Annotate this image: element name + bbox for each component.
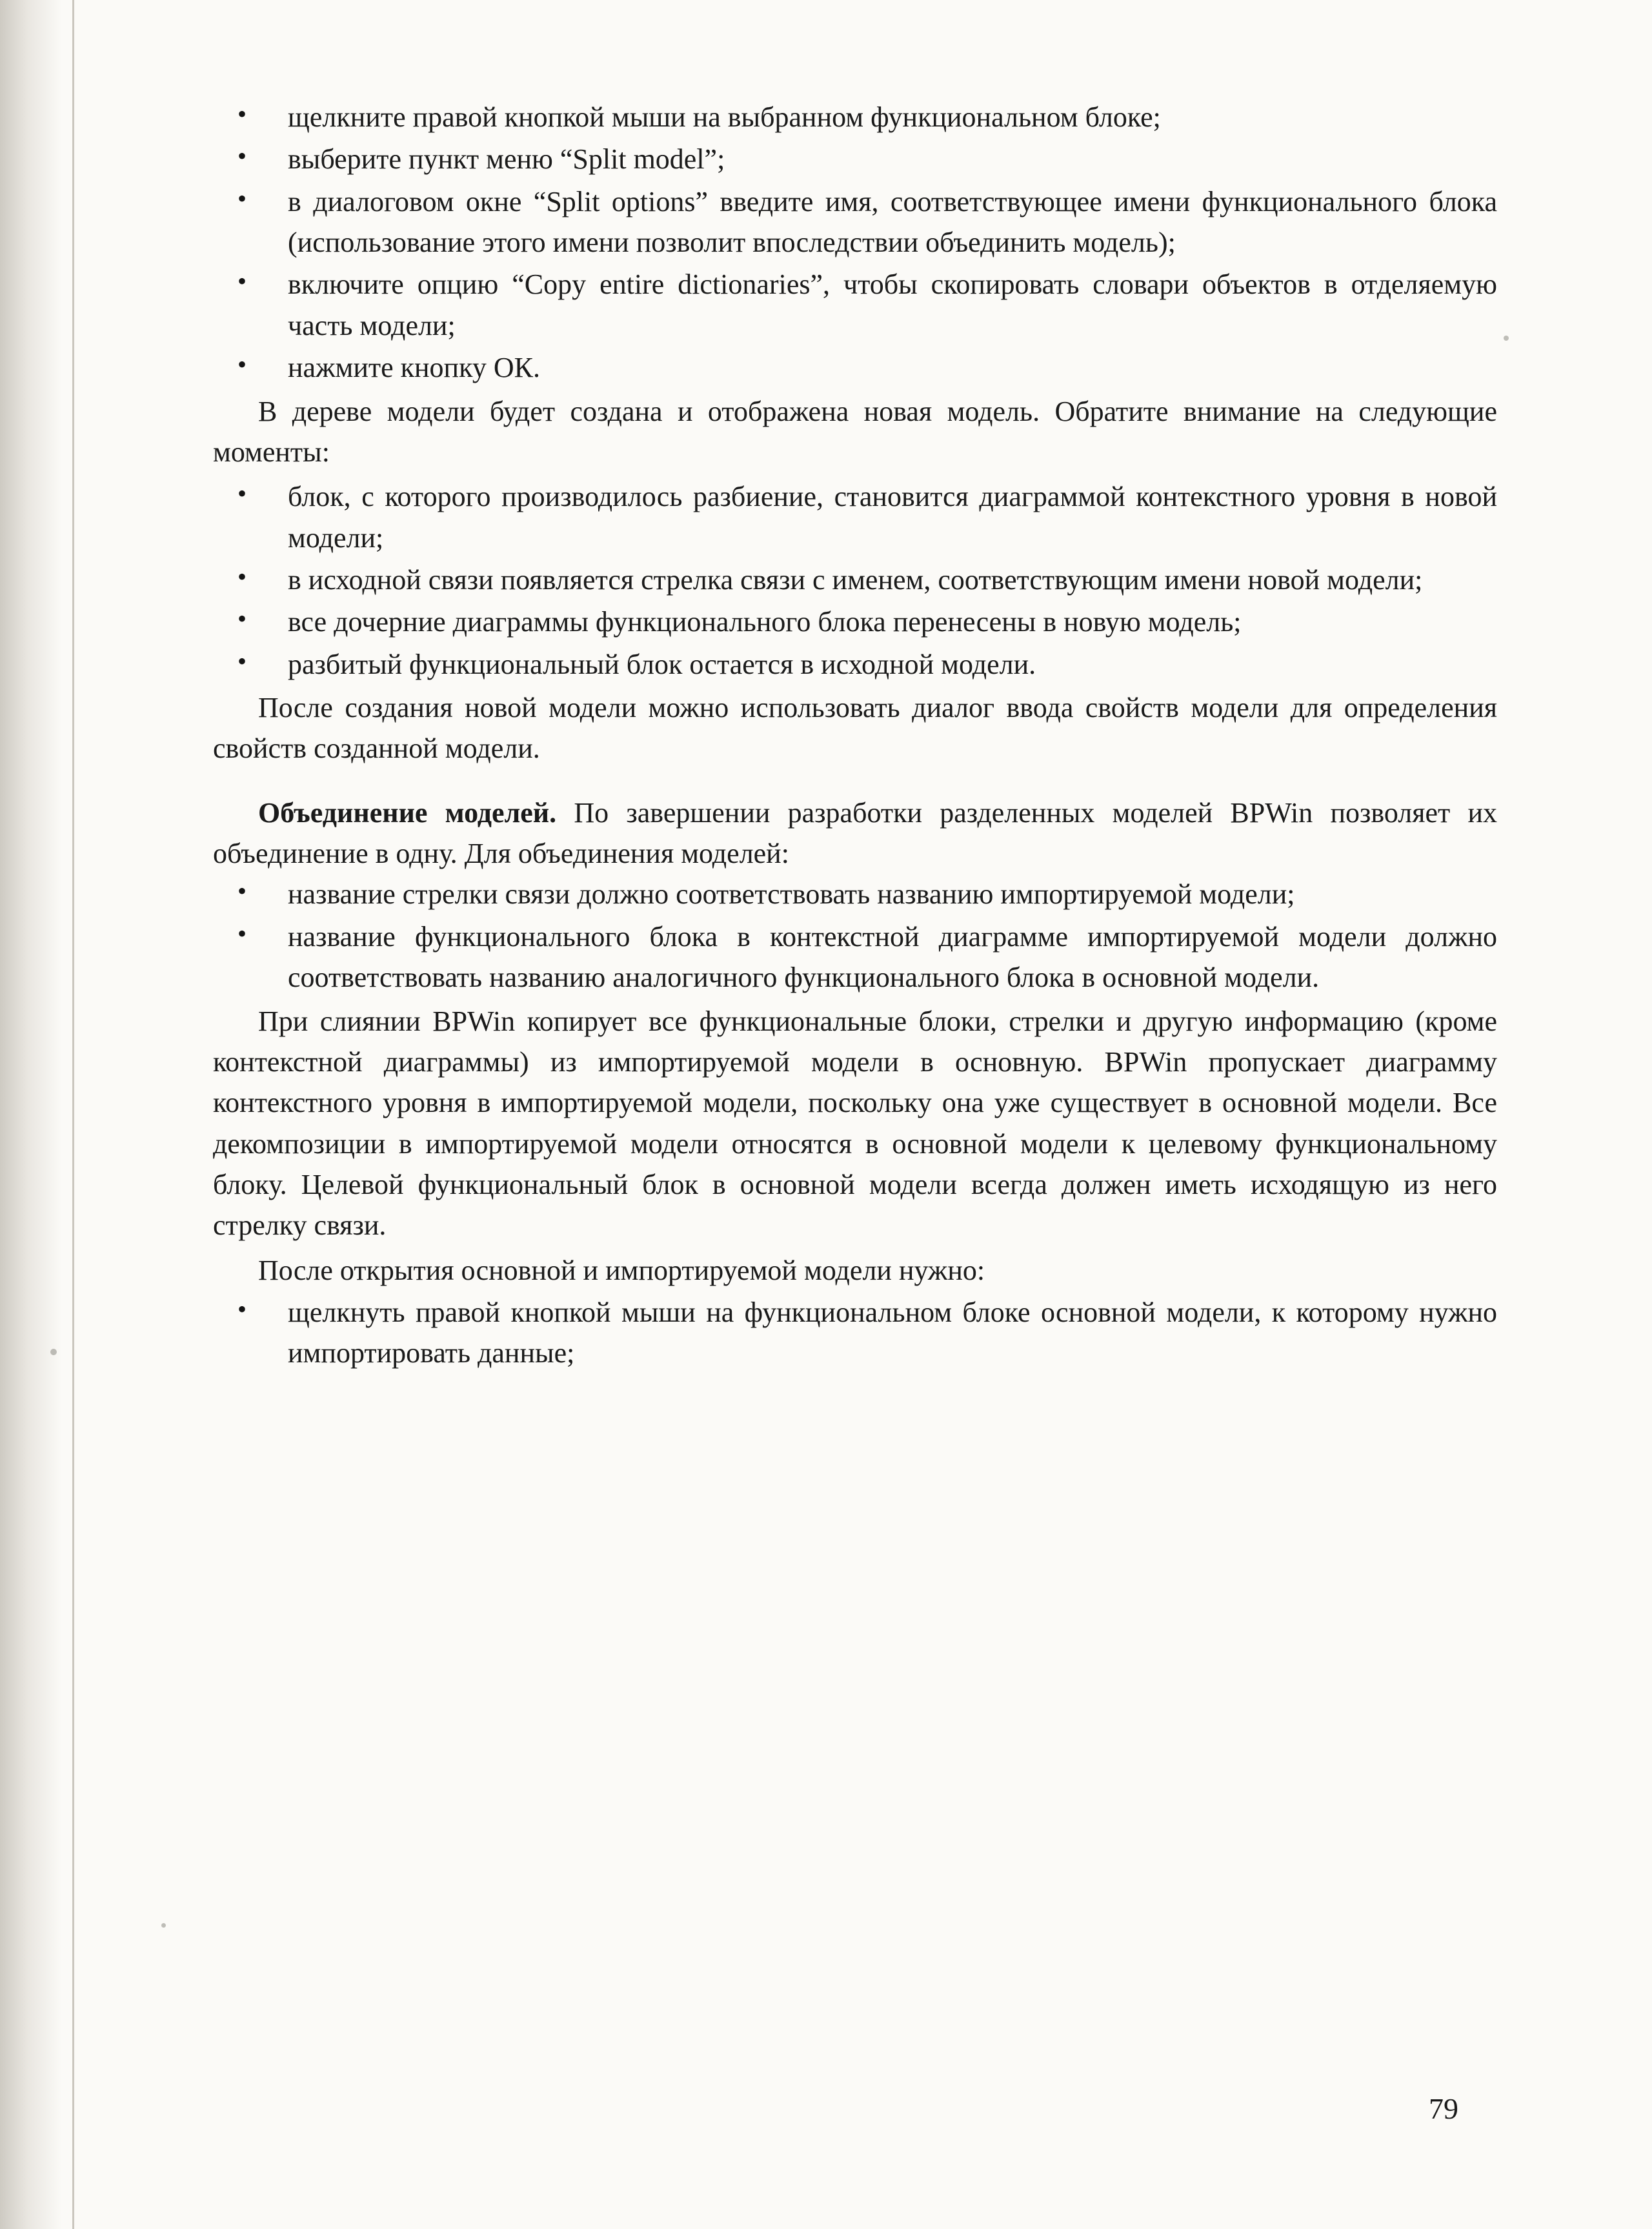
bullet-list [213, 97, 1497, 388]
scan-gutter-line [72, 0, 74, 2229]
spacer [213, 773, 1497, 792]
list-item: • щелкните правой кнопкой мыши на выбранном функциональном блоке; [213, 97, 1497, 137]
bullet-list [213, 476, 1497, 685]
paragraph: В дереве модели будет создана и отображена новая модель. Обратите внимание на следующие моменты: [213, 395, 1497, 468]
scan-speck [50, 1349, 57, 1355]
list-item: • название функционального блока в контекстной диаграмме импортируемой модели должно соответствовать названию аналогичного функционального блока в основной модели. [213, 916, 1497, 998]
section-body: По завершении разработки разделенных моделей BPWin позволяет их объединение в одну. Для объединения моделей: [213, 796, 1498, 870]
list-item: • в исходной связи появляется стрелка связи с именем, соответствующим имени новой модели; [213, 560, 1497, 600]
list-item: • все дочерние диаграммы функционального блока перенесены в новую модель; [213, 601, 1497, 642]
page-number: 79 [1429, 2092, 1458, 2125]
list-item: • название стрелки связи должно соответствовать названию импортируемой модели; [213, 874, 1497, 914]
paragraph: При слиянии BPWin копирует все функциональные блоки, стрелки и другую информацию (кроме контекстной диаграммы) из импортируемой модели в основную. BPWin пропускает диаграмму контекстного уровня в импортируемой модели, поскольку она уже существует в основной модели. Все декомпозиции в импортируемой модели относятся в основной модели к целевому функциональному блоку. Целевой функциональный блок в основной модели всегда должен иметь исходящую из него стрелку связи. [213, 1005, 1497, 1242]
list-item: • включите опцию “Copy entire dictionaries”, чтобы скопировать словари объектов в отделяемую часть модели; [213, 264, 1497, 346]
bullet-list [213, 874, 1497, 998]
scan-speck [161, 1923, 166, 1928]
list-item: • щелкнуть правой кнопкой мыши на функциональном блоке основной модели, к которому нужно импортировать данные; [213, 1292, 1497, 1374]
list-item: • нажмите кнопку ОК. [213, 347, 1497, 388]
list-item: • выберите пункт меню “Split model”; [213, 139, 1497, 179]
scan-speck [1504, 336, 1509, 341]
section-heading: Объединение моделей. [258, 796, 557, 829]
paragraph: После создания новой модели можно использовать диалог ввода свойств модели для определения свойств созданной модели. [213, 692, 1497, 765]
list-item: • блок, с которого производилось разбиение, становится диаграммой контекстного уровня в новой модели; [213, 476, 1497, 558]
paragraph: После открытия основной и импортируемой модели нужно: [258, 1254, 985, 1286]
list-item: • разбитый функциональный блок остается в исходной модели. [213, 644, 1497, 685]
page-content [213, 97, 1497, 1377]
bullet-list [213, 1292, 1497, 1374]
scan-gutter [0, 0, 62, 2229]
section-paragraph [213, 792, 1497, 874]
list-item: • в диалоговом окне “Split options” введите имя, соответствующее имени функционального блока (использование этого имени позволит впоследствии объединить модель); [213, 181, 1497, 263]
